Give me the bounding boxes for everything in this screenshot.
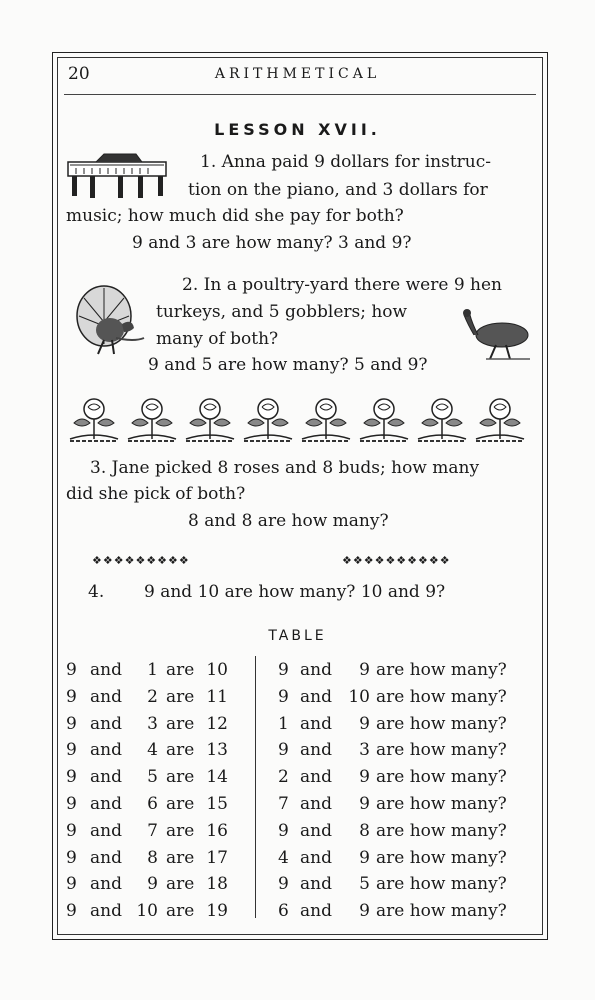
addend-b: 9	[359, 713, 370, 734]
problem-4-number: 4.	[88, 582, 105, 602]
question: are how many?	[376, 874, 507, 895]
table-row	[278, 767, 538, 794]
word-are: are	[166, 794, 195, 814]
addend-b: 9	[359, 794, 370, 814]
addend-a: 7	[278, 794, 289, 814]
sum: 18	[206, 874, 228, 895]
addend-a: 1	[278, 713, 289, 734]
problem-1-line-2: tion on the piano, and 3 dollars for	[188, 180, 488, 200]
rose-icon	[242, 395, 294, 445]
turkey-icon	[74, 282, 146, 358]
sum: 13	[206, 740, 228, 761]
word-and: and	[90, 874, 122, 895]
word-and: and	[300, 767, 332, 788]
table-row	[66, 740, 246, 767]
word-and: and	[90, 740, 122, 761]
table-row	[66, 714, 246, 741]
addend-a: 9	[66, 794, 77, 814]
addend-b: 6	[147, 794, 158, 814]
addend-b: 9	[359, 767, 370, 788]
addend-a: 9	[66, 874, 77, 895]
addend-b: 8	[147, 847, 158, 868]
addend-a: 6	[278, 901, 289, 922]
addend-b: 9	[359, 847, 370, 868]
addend-b: 5	[359, 874, 370, 895]
word-and: and	[90, 794, 122, 814]
problem-1-question: 9 and 3 are how many? 3 and 9?	[132, 233, 412, 253]
word-and: and	[90, 660, 122, 680]
word-are: are	[166, 820, 195, 841]
question: are how many?	[376, 820, 507, 841]
addend-b: 5	[147, 767, 158, 788]
addend-a: 9	[66, 713, 77, 734]
addend-b: 1	[147, 660, 158, 680]
problem-1-line-3: music; how much did she pay for both?	[66, 206, 404, 226]
addend-b: 10	[136, 901, 158, 922]
word-are: are	[166, 847, 195, 868]
word-and: and	[90, 713, 122, 734]
table-row	[278, 874, 538, 901]
problem-3-line-1: 3. Jane picked 8 roses and 8 buds; how many	[90, 458, 480, 478]
word-and: and	[90, 686, 122, 707]
rose-icon	[416, 395, 468, 445]
addend-b: 3	[147, 713, 158, 734]
problem-2-question: 9 and 5 are how many? 5 and 9?	[148, 355, 428, 375]
rose-icon	[300, 395, 352, 445]
addend-a: 9	[278, 686, 289, 707]
word-and: and	[300, 874, 332, 895]
sum: 17	[206, 847, 228, 868]
addend-b: 10	[348, 686, 370, 707]
word-and: and	[90, 820, 122, 841]
table-row	[66, 794, 246, 821]
rose-icon	[68, 395, 120, 445]
table-row	[278, 660, 538, 687]
question: are how many?	[376, 740, 507, 761]
word-are: are	[166, 901, 195, 922]
word-and: and	[300, 820, 332, 841]
sum: 12	[206, 713, 228, 734]
sum: 19	[206, 901, 228, 922]
table-row	[278, 901, 538, 928]
sum: 11	[206, 686, 228, 707]
word-and: and	[300, 901, 332, 922]
question: are how many?	[376, 767, 507, 788]
addend-a: 9	[66, 901, 77, 922]
addend-a: 4	[278, 847, 289, 868]
addend-a: 9	[278, 740, 289, 761]
word-and: and	[300, 686, 332, 707]
rose-icon	[474, 395, 526, 445]
addend-a: 9	[66, 820, 77, 841]
question: are how many?	[376, 660, 507, 680]
addend-b: 9	[359, 660, 370, 680]
sum: 10	[206, 660, 228, 680]
problem-2-line-1: 2. In a poultry-yard there were 9 hen	[182, 275, 503, 295]
problem-2-line-2: turkeys, and 5 gobblers; how	[156, 302, 408, 322]
problem-4-question: 9 and 10 are how many? 10 and 9?	[144, 582, 446, 602]
problem-3-line-2: did she pick of both?	[66, 484, 246, 504]
table-divider	[255, 656, 256, 918]
table-row	[66, 767, 246, 794]
diamond-ornament-left: ❖❖❖❖❖❖❖❖❖	[92, 554, 190, 567]
question: are how many?	[376, 847, 507, 868]
addend-b: 4	[147, 740, 158, 761]
addend-a: 9	[66, 740, 77, 761]
problem-3-question: 8 and 8 are how many?	[188, 511, 389, 531]
word-are: are	[166, 874, 195, 895]
table-row	[278, 794, 538, 821]
word-and: and	[90, 767, 122, 788]
header-rule	[64, 94, 536, 95]
word-are: are	[166, 660, 195, 680]
turkey-icon	[460, 305, 532, 361]
piano-icon	[66, 152, 168, 200]
running-head: ARITHMETICAL	[214, 66, 381, 82]
word-and: and	[300, 740, 332, 761]
addend-a: 9	[278, 820, 289, 841]
addend-a: 9	[278, 660, 289, 680]
question: are how many?	[376, 686, 507, 707]
lesson-title: LESSON XVII.	[214, 120, 381, 139]
table-row	[278, 714, 538, 741]
addend-b: 3	[359, 740, 370, 761]
table-row	[66, 874, 246, 901]
problem-2-line-3: many of both?	[156, 329, 279, 349]
addend-a: 9	[66, 686, 77, 707]
table-row	[66, 821, 246, 848]
diamond-ornament-right: ❖❖❖❖❖❖❖❖❖❖	[342, 554, 451, 567]
word-and: and	[90, 901, 122, 922]
word-are: are	[166, 713, 195, 734]
addend-a: 9	[278, 874, 289, 895]
addend-a: 2	[278, 767, 289, 788]
sum: 16	[206, 820, 228, 841]
sum: 14	[206, 767, 228, 788]
table-row	[278, 821, 538, 848]
addend-a: 9	[66, 660, 77, 680]
word-and: and	[300, 713, 332, 734]
rose-icon	[358, 395, 410, 445]
table-row	[278, 687, 538, 714]
addend-a: 9	[66, 847, 77, 868]
word-and: and	[300, 660, 332, 680]
table-row	[66, 660, 246, 687]
word-are: are	[166, 767, 195, 788]
addend-b: 9	[147, 874, 158, 895]
sum: 15	[206, 794, 228, 814]
table-row	[66, 848, 246, 875]
word-are: are	[166, 686, 195, 707]
question: are how many?	[376, 901, 507, 922]
addend-a: 9	[66, 767, 77, 788]
addend-b: 9	[359, 901, 370, 922]
rose-icon	[126, 395, 178, 445]
question: are how many?	[376, 713, 507, 734]
addend-b: 8	[359, 820, 370, 841]
addend-b: 2	[147, 686, 158, 707]
question: are how many?	[376, 794, 507, 814]
problem-1-line-1: 1. Anna paid 9 dollars for instruc-	[200, 152, 492, 172]
table-title: TABLE	[268, 628, 327, 644]
page-number: 20	[68, 64, 90, 84]
table-row	[66, 901, 246, 928]
word-and: and	[90, 847, 122, 868]
table-row	[278, 848, 538, 875]
rose-icon	[184, 395, 236, 445]
word-and: and	[300, 794, 332, 814]
table-row	[66, 687, 246, 714]
word-and: and	[300, 847, 332, 868]
word-are: are	[166, 740, 195, 761]
table-row	[278, 740, 538, 767]
addend-b: 7	[147, 820, 158, 841]
